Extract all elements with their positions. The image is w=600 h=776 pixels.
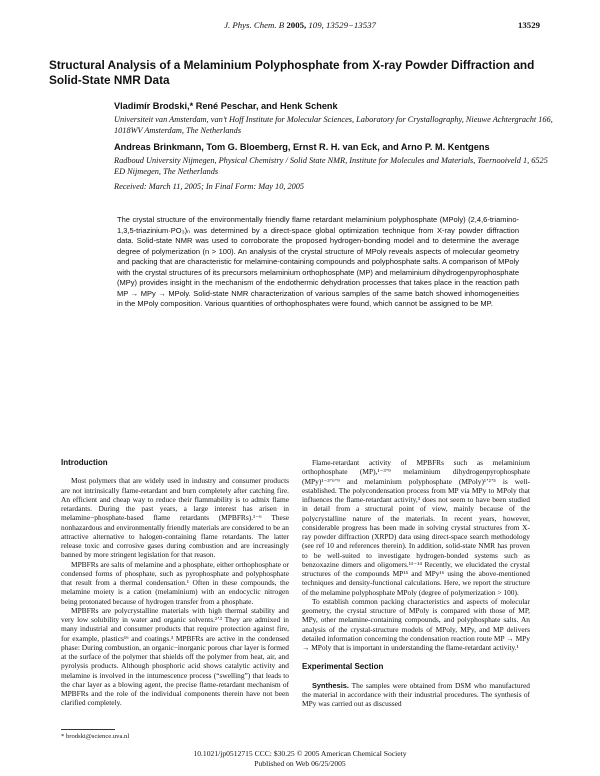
abstract: The crystal structure of the environmentally friendly flame retardant melaminium polyphosphate (MPoly) (2,4,6-triamino-1,3,5-triazinium·PO₃)ₙ was determined by a direct-space global optimization technique from X-ray powder diffraction data. Solid-state NMR was used to corroborate the proposed hydrogen-bonding model and to determine the average degree of polymerization (n > 100). An analysis of the crystal structure of MPoly reveals aspects of molecular geometry and packing that are characteristic for melamine-containing compounds and polyphosphate salts. A comparison of MPoly with the crystal structures of its precursors melaminium orthophosphate (MP) and melaminium dihydrogenpyrophosphate (MPy) provides insight in the mechanism of the endothermic dehydration processes that takes place in the reaction path MP → MPy → MPoly. Solid-state NMR characterization of various samples of the same batch showed inhomogeneities in the MPoly composition. Various quantities of orthophosphates were found, which cannot be assigned to be MP. xyxy=(117,215,519,309)
journal-volume-pages: 109, 13529−13537 xyxy=(308,20,376,30)
journal-year: 2005, xyxy=(286,20,307,30)
author-group-amsterdam xyxy=(114,101,554,136)
doi-copyright-line: 10.1021/jp0512715 CCC: $30.25 © 2005 American Chemical Society xyxy=(193,749,407,758)
section-heading-introduction: Introduction xyxy=(61,458,108,467)
corresponding-author-footnote: * brodski@science.uva.nl xyxy=(61,733,130,740)
paragraph: MPBFRs are polycrystalline materials with high thermal stability and very low solubility in water and organic solvents.²ʼ³ They are admixed in many industrial and consumer products that require protection against fire, for example, plastics¹⁶ and coatings.³ MPBFRs are active in the condensed phase: During combustion, an organic−inorganic porous char layer is formed at the surface of the polymer that shields off the polymer from heat, air, and pyrolysis products. Although phosphoric acid shows catalytic activity and melamine is involved in the intumescence process (“swelling”) that leads to the char layer as a blowing agent, the precise flame-retardant mechanism of MPBFRs and the role of the individual components therein have not been clarified completely. xyxy=(61,605,289,708)
authors-line: Andreas Brinkmann, Tom G. Bloemberg, Ernst R. H. van Eck, and Arno P. M. Kentgens xyxy=(114,142,490,152)
journal-name: J. Phys. Chem. B xyxy=(224,20,285,30)
paragraph: Most polymers that are widely used in industry and consumer products are not intrinsically flame-retardant and burn completely after catching fire. An efficient and cheap way to reduce their flammability is to admix flame retardants. During the past years, a large interest has arisen in melamine−phosphate-based flame retardants (MPBFRs).¹⁻⁶ These nonhazardous and environmentally friendly materials are considered to be an attractive alternative to halogen-containing flame retardants. The latter release toxic and corrosive gases during combustion and are increasingly banned by more stringent legislation for that reason. xyxy=(61,476,289,560)
synthesis-text: The samples were obtained from DSM who manufactured the material in accordance with their industrial procedures. The synthesis of MPy was carried out as discussed xyxy=(302,680,530,708)
paragraph: MPBFRs are salts of melamine and a phosphate, either orthophosphate or condensed forms of phosphate, such as pyrophosphate and polyphosphate that result from a thermal condensation.¹ Often in these compounds, the melamine moiety is a cation (melaminium) with an endocyclic nitrogen being protonated because of hydrogen transfer from a phosphate. xyxy=(61,559,289,606)
received-dates: Received: March 11, 2005; In Final Form: May 10, 2005 xyxy=(114,182,305,191)
paragraph xyxy=(302,681,530,709)
affiliation: Radboud University Nijmegen, Physical Chemistry / Solid State NMR, Institute for Molecules and Materials, Toernooiveld 1, 6525 ED Nijmegen, The Netherlands xyxy=(114,155,548,176)
running-header xyxy=(60,20,540,34)
right-column xyxy=(302,458,530,708)
paragraph: To establish common packing characteristics and aspects of molecular geometry, the crystal structure of MPoly is compared with those of MP, MPy, other melamine-containing compounds, and polyphosphate salts. An analysis of the crystal-structure models of MPoly, MPy, and MP delivers detailed information concerning the condensation reaction route MP → MPy → MPoly that is important in understanding the flame-retardant activity.¹ xyxy=(302,596,530,652)
page-number: 13529 xyxy=(518,20,540,30)
article-title: Structural Analysis of a Melaminium Polyphosphate from X-ray Powder Diffraction and Solid-State NMR Data xyxy=(49,58,535,87)
affiliation: Universiteit van Amsterdam, van’t Hoff Institute for Molecular Sciences, Laboratory for Crystallography, Nieuwe Achtergracht 166, 1018WV Amsterdam, The Netherlands xyxy=(114,114,553,135)
paragraph: Flame-retardant activity of MPBFRs such as melaminium orthophosphate (MP),¹⁻³ʼ⁹ melaminium dihydrogenpyrophosphate (MPy)¹⁻³ʼ⁶ʼ⁹ and melaminium polyphosphate (MPoly)¹ʼ²ʼ⁵ is well-established. The polycondensation process from MP via MPy to MPoly that influences the flame-retardant activity,³ does not seem to have been studied in detail from a structural point of view, mainly because of the polycrystalline nature of the materials. In recent years, however, considerable progress has been made in solving crystal structures from X-ray powder diffraction (XRPD) data using direct-space search methodology (see ref 10 and references therein). In addition, solid-state NMR has proven to be well-suited to investigate hydrogen-bonded systems such as benzoxazine dimers and oligomers.¹¹⁻¹⁴ Recently, we elucidated the crystal structures of the compounds MP¹⁵ and MPy¹⁶ using the above-mentioned techniques and density-functional calculations. Here, we report the structure of the melamine polyphosphate MPoly (degree of polymerization > 100). xyxy=(302,458,530,597)
left-column xyxy=(61,458,289,708)
subsection-heading-synthesis: Synthesis. xyxy=(312,680,349,690)
authors-line: Vladimír Brodski,* René Peschar, and Henk Schenk xyxy=(114,101,338,111)
section-heading-experimental: Experimental Section xyxy=(302,662,384,672)
author-group-nijmegen xyxy=(114,142,554,177)
published-date-line: Published on Web 06/25/2005 xyxy=(254,759,346,768)
journal-citation xyxy=(60,20,540,30)
footnote-divider xyxy=(61,729,115,730)
